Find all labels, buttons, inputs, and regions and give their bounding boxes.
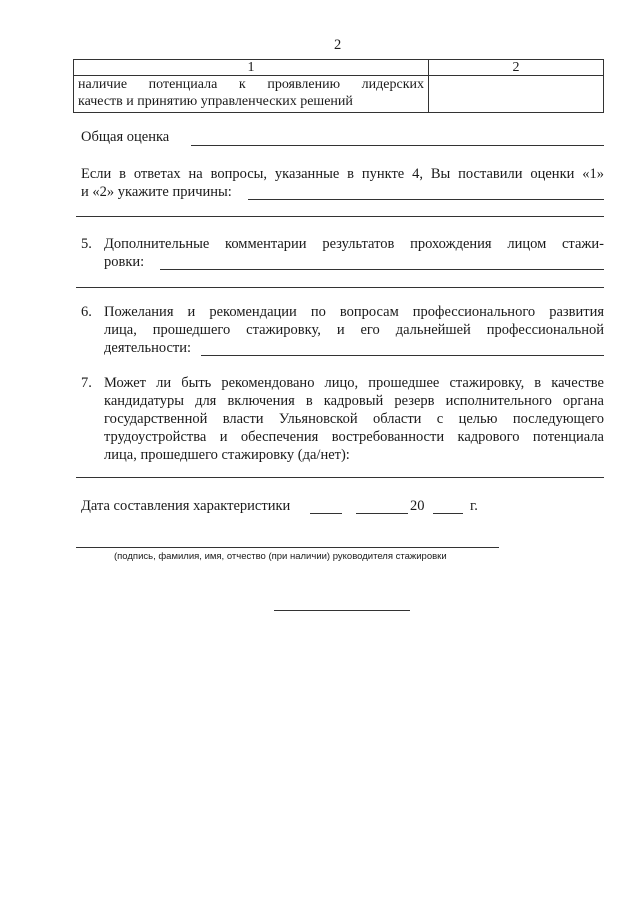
reasons-answer-line-2[interactable] <box>76 216 604 217</box>
reasons-line-2: и «2» укажите причины: <box>81 184 232 200</box>
closing-divider <box>274 610 410 611</box>
assessment-table <box>73 59 604 113</box>
signature-line[interactable] <box>76 547 499 548</box>
q7-line-1: Может ли быть рекомендовано лицо, прошедшее стажировку, в качестве <box>104 375 604 391</box>
table-header-col2: 2 <box>429 60 604 76</box>
criterion-line-2: качеств и принятию управленческих решений <box>78 94 353 109</box>
overall-answer-line[interactable] <box>191 145 604 146</box>
date-year-suffix: г. <box>470 498 478 514</box>
reasons-answer-line-1[interactable] <box>248 199 604 200</box>
q7-answer-line[interactable] <box>76 477 604 478</box>
q5-number: 5. <box>81 236 92 252</box>
table-header-col1: 1 <box>74 60 429 76</box>
q6-answer-line[interactable] <box>201 355 604 356</box>
q6-line-1: Пожелания и рекомендации по вопросам профессионального развития <box>104 304 604 320</box>
criterion-line-1: наличие потенциала к проявлению лидерских <box>78 77 424 92</box>
reasons-line-1: Если в ответах на вопросы, указанные в пункте 4, Вы поставили оценки «1» <box>81 166 604 182</box>
q5-line-2: ровки: <box>104 254 145 270</box>
q7-line-3: государственной власти Ульяновской области с целью последующего <box>104 411 604 427</box>
q5-line-1: Дополнительные комментарии результатов прохождения лицом стажи- <box>104 236 604 252</box>
q7-line-4: трудоустройства и обеспечения востребованности кадрового потенциала <box>104 429 604 445</box>
date-month-line[interactable] <box>356 513 408 514</box>
q6-line-2: лица, прошедшего стажировку, и его дальнейшей профессиональной <box>104 322 604 338</box>
q6-line-3: деятельности: <box>104 340 192 356</box>
q6-number: 6. <box>81 304 92 320</box>
q7-line-5: лица, прошедшего стажировку (да/нет): <box>104 447 350 463</box>
date-day-line[interactable] <box>310 513 342 514</box>
table-row <box>74 76 604 113</box>
table-row-score-cell[interactable] <box>429 76 604 113</box>
date-label: Дата составления характеристики <box>81 498 291 514</box>
q7-number: 7. <box>81 375 92 391</box>
table-row-criterion <box>74 76 429 113</box>
q5-answer-line-1[interactable] <box>160 269 604 270</box>
q5-answer-line-2[interactable] <box>76 287 604 288</box>
date-year-line[interactable] <box>433 513 463 514</box>
page-number: 2 <box>334 37 342 53</box>
signature-caption: (подпись, фамилия, имя, отчество (при наличии) руководителя стажировки <box>114 551 447 562</box>
table-header-row <box>74 60 604 76</box>
date-year-prefix: 20 <box>410 498 425 514</box>
overall-label: Общая оценка <box>81 129 170 145</box>
q7-line-2: кандидатуры для включения в кадровый резерв исполнительного органа <box>104 393 604 409</box>
